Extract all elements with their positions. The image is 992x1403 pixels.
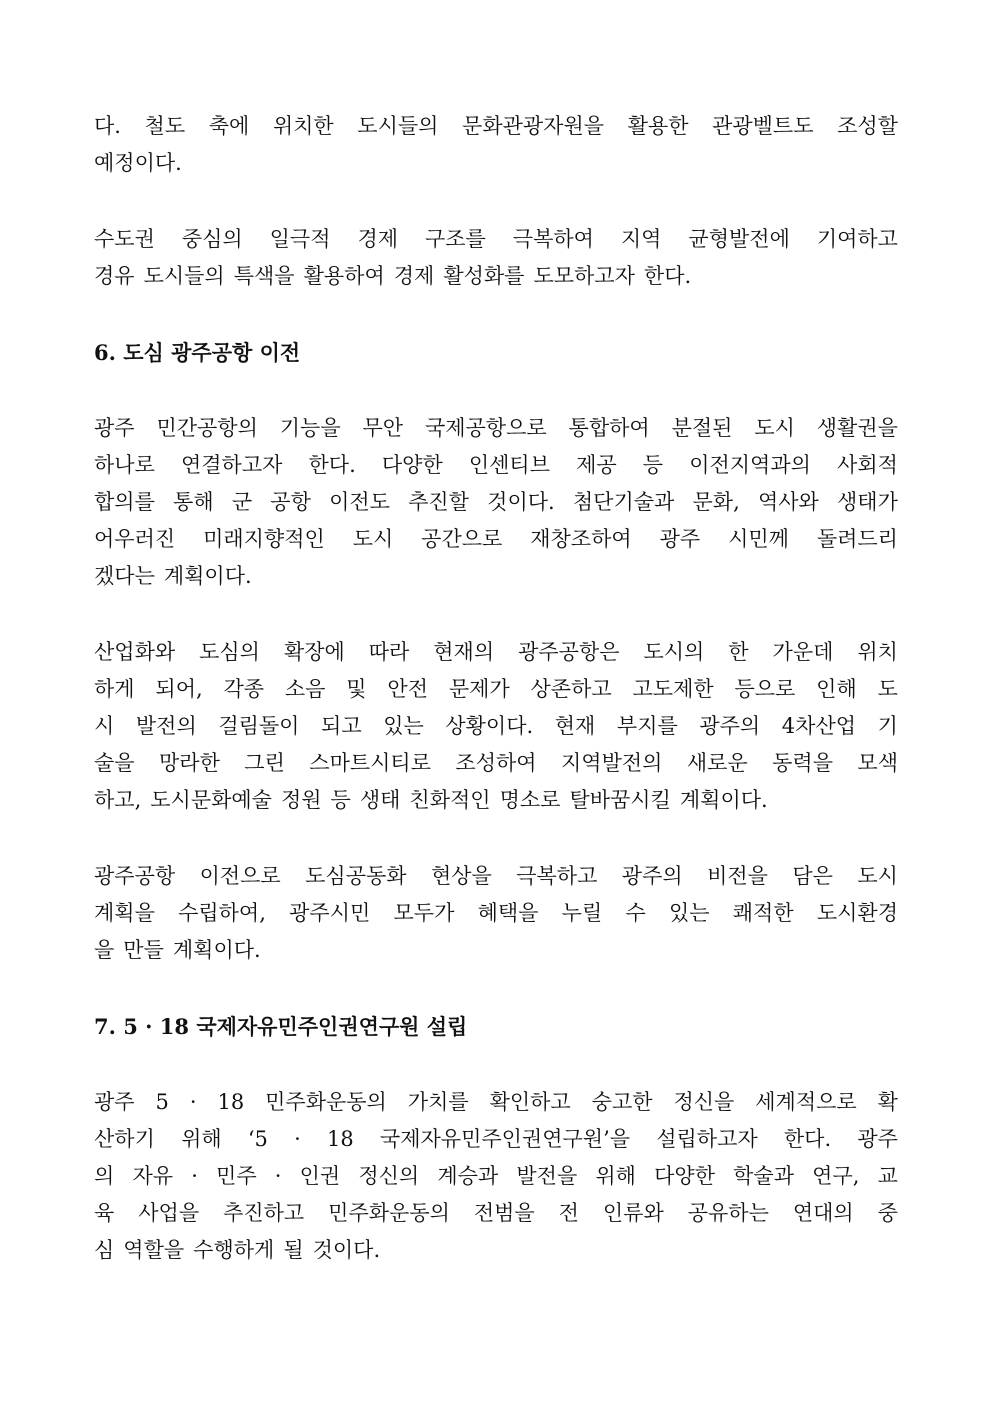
word: 무안	[362, 416, 404, 440]
word: 축에	[208, 114, 250, 138]
word: 연대의	[792, 1201, 854, 1225]
word: 기능을	[279, 416, 341, 440]
word: 의	[94, 1164, 115, 1188]
word: 문화,	[692, 490, 740, 514]
word: 것이다.	[487, 490, 555, 514]
word: 계획이다.	[163, 564, 252, 588]
word: 미래지향적인	[203, 527, 325, 551]
word: 시	[94, 714, 115, 738]
text-line	[94, 484, 898, 521]
block-spacer	[94, 819, 898, 858]
word: 누릴	[561, 901, 603, 925]
word: 도시문화예술	[150, 788, 272, 812]
word: 쾌적한	[732, 901, 794, 925]
word: 문화관광자원을	[462, 114, 605, 138]
word: 5	[155, 1090, 169, 1114]
word: 가치를	[407, 1090, 469, 1114]
word: 교	[877, 1164, 898, 1188]
word: 연결하고자	[180, 453, 283, 477]
word: 수립하여,	[178, 901, 266, 925]
word: 첨단기술과	[572, 490, 675, 514]
word: 하게	[94, 677, 135, 701]
word: 비전을	[707, 864, 768, 888]
paragraph	[94, 108, 898, 182]
word: 일극적	[269, 227, 331, 251]
word: 도시들의	[143, 264, 225, 288]
word: 술을	[94, 751, 135, 775]
word: 정신의	[358, 1164, 420, 1188]
word: 관광벨트도	[712, 114, 814, 138]
word: 시민께	[728, 527, 789, 551]
word: 극복하여	[512, 227, 594, 251]
word: 어우러진	[94, 527, 176, 551]
word: 다.	[94, 114, 121, 138]
word: 인권	[299, 1164, 341, 1188]
text-line	[94, 1121, 898, 1158]
word: 등으로	[734, 677, 796, 701]
word: 특색을	[233, 264, 295, 288]
word: 확인하고	[489, 1090, 571, 1114]
word: 수	[625, 901, 646, 925]
word: 제공	[576, 453, 617, 477]
paragraph	[94, 221, 898, 295]
word: 도심공동화	[305, 864, 407, 888]
section-heading: 7. 5 · 18 국제자유민주인권연구원 설립	[94, 1014, 468, 1039]
word: 공유하는	[687, 1201, 769, 1225]
word: 광주의	[699, 714, 761, 738]
word: 균형발전에	[688, 227, 790, 251]
word: 각종	[223, 677, 265, 701]
word: 민주	[216, 1164, 257, 1188]
word: 모두가	[393, 901, 455, 925]
word: 역할을	[123, 1238, 185, 1262]
word: 문제가	[448, 677, 510, 701]
word: 도	[877, 677, 898, 701]
word: 민간공항의	[156, 416, 258, 440]
word: 산업화와	[94, 640, 176, 664]
word: 전	[558, 1201, 579, 1225]
word: 따라	[368, 640, 410, 664]
word: 4차산업	[781, 714, 857, 738]
text-line	[94, 1158, 898, 1195]
word: 광주공항은	[518, 640, 620, 664]
block-spacer	[94, 371, 898, 410]
word: 다양한	[654, 1164, 715, 1188]
word: 민주화운동의	[328, 1201, 450, 1225]
text-line	[94, 221, 898, 258]
word: 한다.	[643, 264, 692, 288]
word: 경제	[393, 264, 435, 288]
word: 자유	[132, 1164, 174, 1188]
word: 한	[728, 640, 749, 664]
word: 국제자유민주인권연구원’을	[379, 1127, 631, 1151]
text-line	[94, 558, 898, 595]
word: 극복하고	[516, 864, 598, 888]
text-line	[94, 447, 898, 484]
word: 역사와	[757, 490, 819, 514]
word: 사업을	[138, 1201, 200, 1225]
word: 그린	[244, 751, 285, 775]
word: 중심의	[181, 227, 243, 251]
word: 가운데	[772, 640, 834, 664]
word: 설립하고자	[656, 1127, 758, 1151]
word: 전범을	[473, 1201, 535, 1225]
word: ‘5	[247, 1127, 268, 1151]
word: 활용하여	[303, 264, 385, 288]
word: 생활권을	[816, 416, 898, 440]
word: 군	[231, 490, 253, 514]
word: 인해	[816, 677, 857, 701]
word: 다양한	[381, 453, 443, 477]
word: ·	[294, 1127, 301, 1151]
word: 조성하여	[455, 751, 537, 775]
word: 세계적으로	[755, 1090, 857, 1114]
word: 망라한	[159, 751, 220, 775]
text-line	[94, 145, 898, 182]
text-line	[94, 258, 898, 295]
word: 경제	[357, 227, 399, 251]
word: 친화적인	[409, 788, 491, 812]
word: 현재의	[433, 640, 495, 664]
text-line	[94, 782, 898, 819]
word: 위치	[857, 640, 898, 664]
paragraph	[94, 634, 898, 819]
word: 도시의	[643, 640, 705, 664]
word: 예정이다.	[94, 151, 182, 175]
word: 혜택을	[477, 901, 539, 925]
word: 광주	[94, 1090, 135, 1114]
word: 공항	[270, 490, 311, 514]
word: 철도	[144, 114, 186, 138]
word: 도시환경	[816, 901, 898, 925]
word: 경유	[94, 264, 135, 288]
word: 생태	[359, 788, 401, 812]
word: 계획이다.	[172, 938, 261, 962]
word: 육	[94, 1201, 115, 1225]
word: 새로운	[686, 751, 748, 775]
word: 및	[346, 677, 367, 701]
word: 심	[94, 1238, 115, 1262]
word: 계획을	[94, 901, 155, 925]
word: 구조를	[424, 227, 486, 251]
word: 숭고한	[591, 1090, 653, 1114]
word: 학술과	[733, 1164, 794, 1188]
word: 수행하게	[193, 1238, 275, 1262]
word: 분절된	[671, 416, 733, 440]
word: 명소로	[499, 788, 561, 812]
word: 지역	[620, 227, 662, 251]
word: 광주	[659, 527, 701, 551]
paragraph	[94, 858, 898, 969]
text-line	[94, 895, 898, 932]
word: 광주	[857, 1127, 898, 1151]
word: 한다.	[783, 1127, 832, 1151]
word: 공간으로	[421, 527, 503, 551]
word: ·	[189, 1090, 197, 1114]
word: 지역발전의	[561, 751, 663, 775]
word: 있는	[383, 714, 424, 738]
word: 탈바꿈시킬	[569, 788, 671, 812]
word: 생태가	[837, 490, 898, 514]
section-heading: 6. 도심 광주공항 이전	[94, 340, 301, 365]
word: 동력을	[772, 751, 833, 775]
word: 걸림돌이	[218, 714, 300, 738]
word: 발전의	[135, 714, 197, 738]
word: 인류와	[602, 1201, 664, 1225]
word: 하나로	[94, 453, 155, 477]
text-line	[94, 1084, 898, 1121]
word: 통합하여	[568, 416, 650, 440]
word: 합의를	[94, 490, 155, 514]
word: 돌려드리	[816, 527, 898, 551]
word: 현상을	[430, 864, 492, 888]
word: 되고	[321, 714, 362, 738]
word: 있는	[668, 901, 710, 925]
word: 을	[94, 938, 115, 962]
document-body	[94, 108, 898, 1269]
word: 산하기	[94, 1127, 155, 1151]
word: 18	[326, 1127, 354, 1151]
word: ·	[191, 1164, 198, 1188]
word: 담은	[792, 864, 833, 888]
text-line	[94, 108, 898, 145]
block-spacer	[94, 969, 898, 1008]
word: 확	[877, 1090, 898, 1114]
word: 안전	[387, 677, 428, 701]
word: 소음	[284, 677, 326, 701]
word: 민주화운동의	[265, 1090, 387, 1114]
word: 위치한	[272, 114, 334, 138]
word: 활용한	[627, 114, 689, 138]
block-spacer	[94, 595, 898, 634]
word: 도시	[754, 416, 795, 440]
word: 정원	[280, 788, 322, 812]
paragraph	[94, 1084, 898, 1269]
word: 발전을	[516, 1164, 578, 1188]
word: 도심의	[199, 640, 260, 664]
word: 스마트시티로	[309, 751, 431, 775]
word: 등	[642, 453, 664, 477]
word: 광주의	[621, 864, 683, 888]
word: 기여하고	[816, 227, 898, 251]
word: 등	[330, 788, 351, 812]
word: 재창조하여	[530, 527, 632, 551]
text-line	[94, 745, 898, 782]
word: 활성화를	[443, 264, 525, 288]
word: 통해	[173, 490, 214, 514]
word: 이전도	[329, 490, 390, 514]
text-line	[94, 1195, 898, 1232]
block-spacer	[94, 182, 898, 221]
word: 추진하고	[223, 1201, 305, 1225]
word: 18	[217, 1090, 245, 1114]
word: ·	[274, 1164, 282, 1188]
word: 도시	[352, 527, 394, 551]
word: 되어,	[155, 677, 203, 701]
text-line	[94, 634, 898, 671]
word: 부지를	[616, 714, 678, 738]
word: 될	[283, 1238, 304, 1262]
word: 정신을	[673, 1090, 735, 1114]
word: 인센티브	[468, 453, 550, 477]
word: 만들	[123, 938, 164, 962]
word: 사회적	[837, 453, 898, 477]
word: 광주공항	[94, 864, 176, 888]
word: 수도권	[94, 227, 155, 251]
paragraph	[94, 410, 898, 595]
word: 광주	[94, 416, 135, 440]
text-line	[94, 521, 898, 558]
word: 이전으로	[199, 864, 281, 888]
word: 추진할	[408, 490, 469, 514]
word: 도시들의	[357, 114, 439, 138]
word: 상황이다.	[445, 714, 534, 738]
word: 계획이다.	[679, 788, 768, 812]
word: 상존하고	[530, 677, 612, 701]
block-spacer	[94, 295, 898, 334]
word: 위해	[181, 1127, 222, 1151]
word: 하고,	[94, 788, 142, 812]
word: 조성할	[837, 114, 898, 138]
word: 것이다.	[312, 1238, 381, 1262]
word: 겠다는	[94, 564, 155, 588]
word: 위해	[595, 1164, 636, 1188]
word: 모색	[857, 751, 898, 775]
word: 고도제한	[632, 677, 714, 701]
text-line	[94, 932, 898, 969]
block-spacer	[94, 1045, 898, 1084]
word: 연구,	[812, 1164, 860, 1188]
text-line	[94, 1232, 898, 1269]
word: 도모하고자	[533, 264, 635, 288]
word: 도시	[857, 864, 898, 888]
word: 국제공항으로	[424, 416, 547, 440]
word: 광주시민	[289, 901, 371, 925]
word: 확장에	[283, 640, 345, 664]
text-line	[94, 671, 898, 708]
word: 현재	[554, 714, 596, 738]
text-line	[94, 708, 898, 745]
word: 이전지역과의	[689, 453, 811, 477]
word: 기	[877, 714, 898, 738]
text-line	[94, 410, 898, 447]
text-line	[94, 858, 898, 895]
word: 한다.	[308, 453, 356, 477]
word: 중	[877, 1201, 898, 1225]
word: 계승과	[437, 1164, 499, 1188]
